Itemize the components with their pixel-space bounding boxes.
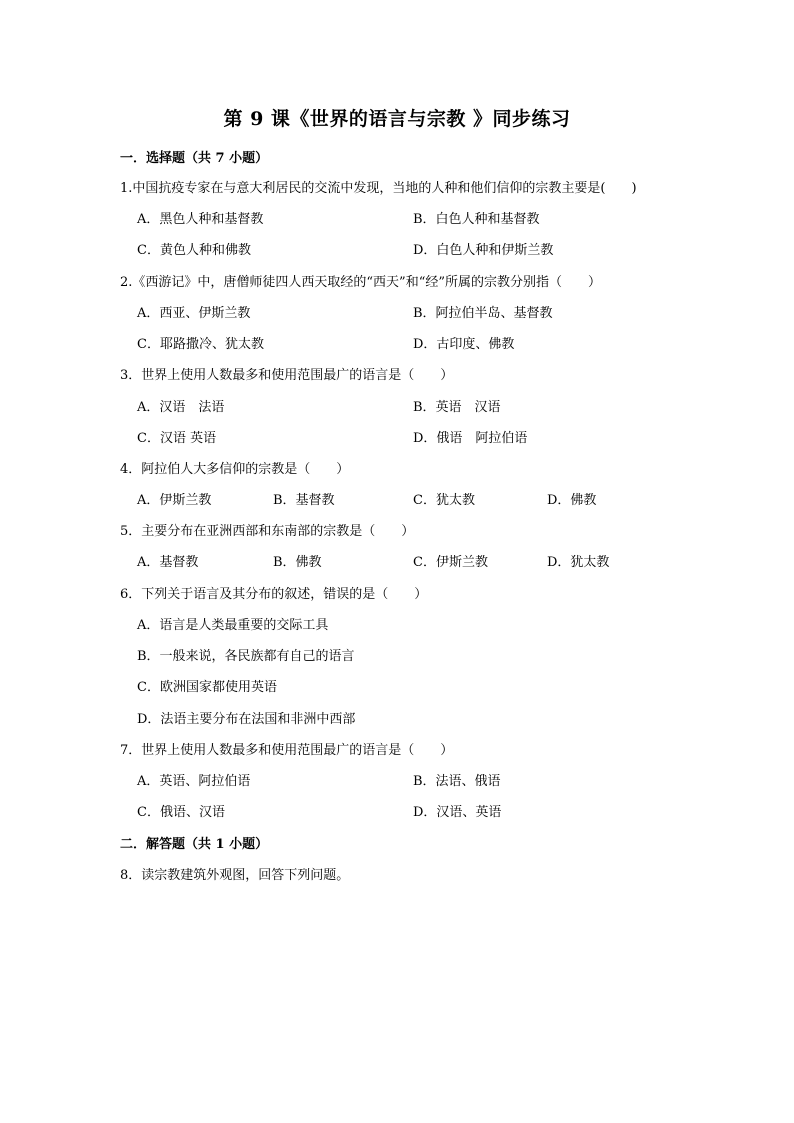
question-1: 1.中国抗疫专家在与意大利居民的交流中发现，当地的人种和他们信仰的宗教主要是( ) [120, 181, 637, 196]
page-title: 第 9 课《世界的语言与宗教 》同步练习 [223, 108, 571, 130]
q6-option-c: C．欧洲国家都使用英语 [137, 680, 277, 695]
question-4: 4．阿拉伯人大多信仰的宗教是（ ） [120, 462, 350, 477]
q3-option-c: C．汉语 英语 [137, 431, 217, 446]
q1-option-d: D．白色人种和伊斯兰教 [413, 243, 554, 258]
q3-option-d: D．俄语 阿拉伯语 [413, 431, 528, 446]
q2-option-d: D．古印度、佛教 [413, 337, 515, 352]
q3-option-b: B．英语 汉语 [413, 400, 501, 415]
q1-option-c: C．黄色人种和佛教 [137, 243, 251, 258]
q5-option-b: B．佛教 [273, 555, 322, 570]
question-6: 6．下列关于语言及其分布的叙述，错误的是（ ） [120, 587, 428, 602]
question-3: 3．世界上使用人数最多和使用范围最广的语言是（ ） [120, 368, 454, 383]
q2-option-a: A．西亚、伊斯兰教 [137, 306, 251, 321]
q5-option-c: C．伊斯兰教 [413, 555, 488, 570]
q4-option-a: A．伊斯兰教 [137, 493, 212, 508]
q6-option-b: B．一般来说，各民族都有自己的语言 [137, 649, 355, 664]
question-8: 8．读宗教建筑外观图，回答下列问题。 [120, 868, 350, 883]
q1-option-a: A．黑色人种和基督教 [137, 212, 264, 227]
question-2: 2.《西游记》中，唐僧师徒四人西天取经的“西天”和“经”所属的宗教分别指（ ） [120, 275, 601, 290]
q2-option-c: C．耶路撒冷、犹太教 [137, 337, 264, 352]
q2-option-b: B．阿拉伯半岛、基督教 [413, 306, 553, 321]
q3-option-a: A．汉语 法语 [137, 400, 225, 415]
q4-option-b: B．基督教 [273, 493, 335, 508]
question-7: 7．世界上使用人数最多和使用范围最广的语言是（ ） [120, 743, 454, 758]
q7-option-b: B．法语、俄语 [413, 774, 501, 789]
q6-option-d: D．法语主要分布在法国和非洲中西部 [137, 712, 356, 727]
q6-option-a: A．语言是人类最重要的交际工具 [137, 618, 329, 633]
q4-option-c: C．犹太教 [413, 493, 475, 508]
section-heading-answer: 二．解答题（共 1 小题） [120, 837, 269, 852]
q7-option-d: D．汉语、英语 [413, 805, 502, 820]
q4-option-d: D．佛教 [547, 493, 597, 508]
section-heading-choice: 一．选择题（共 7 小题） [120, 151, 269, 166]
question-5: 5．主要分布在亚洲西部和东南部的宗教是（ ） [120, 524, 415, 539]
q1-option-b: B．白色人种和基督教 [413, 212, 540, 227]
q7-option-c: C．俄语、汉语 [137, 805, 225, 820]
q5-option-d: D．犹太教 [547, 555, 610, 570]
q5-option-a: A．基督教 [137, 555, 199, 570]
q7-option-a: A．英语、阿拉伯语 [137, 774, 251, 789]
